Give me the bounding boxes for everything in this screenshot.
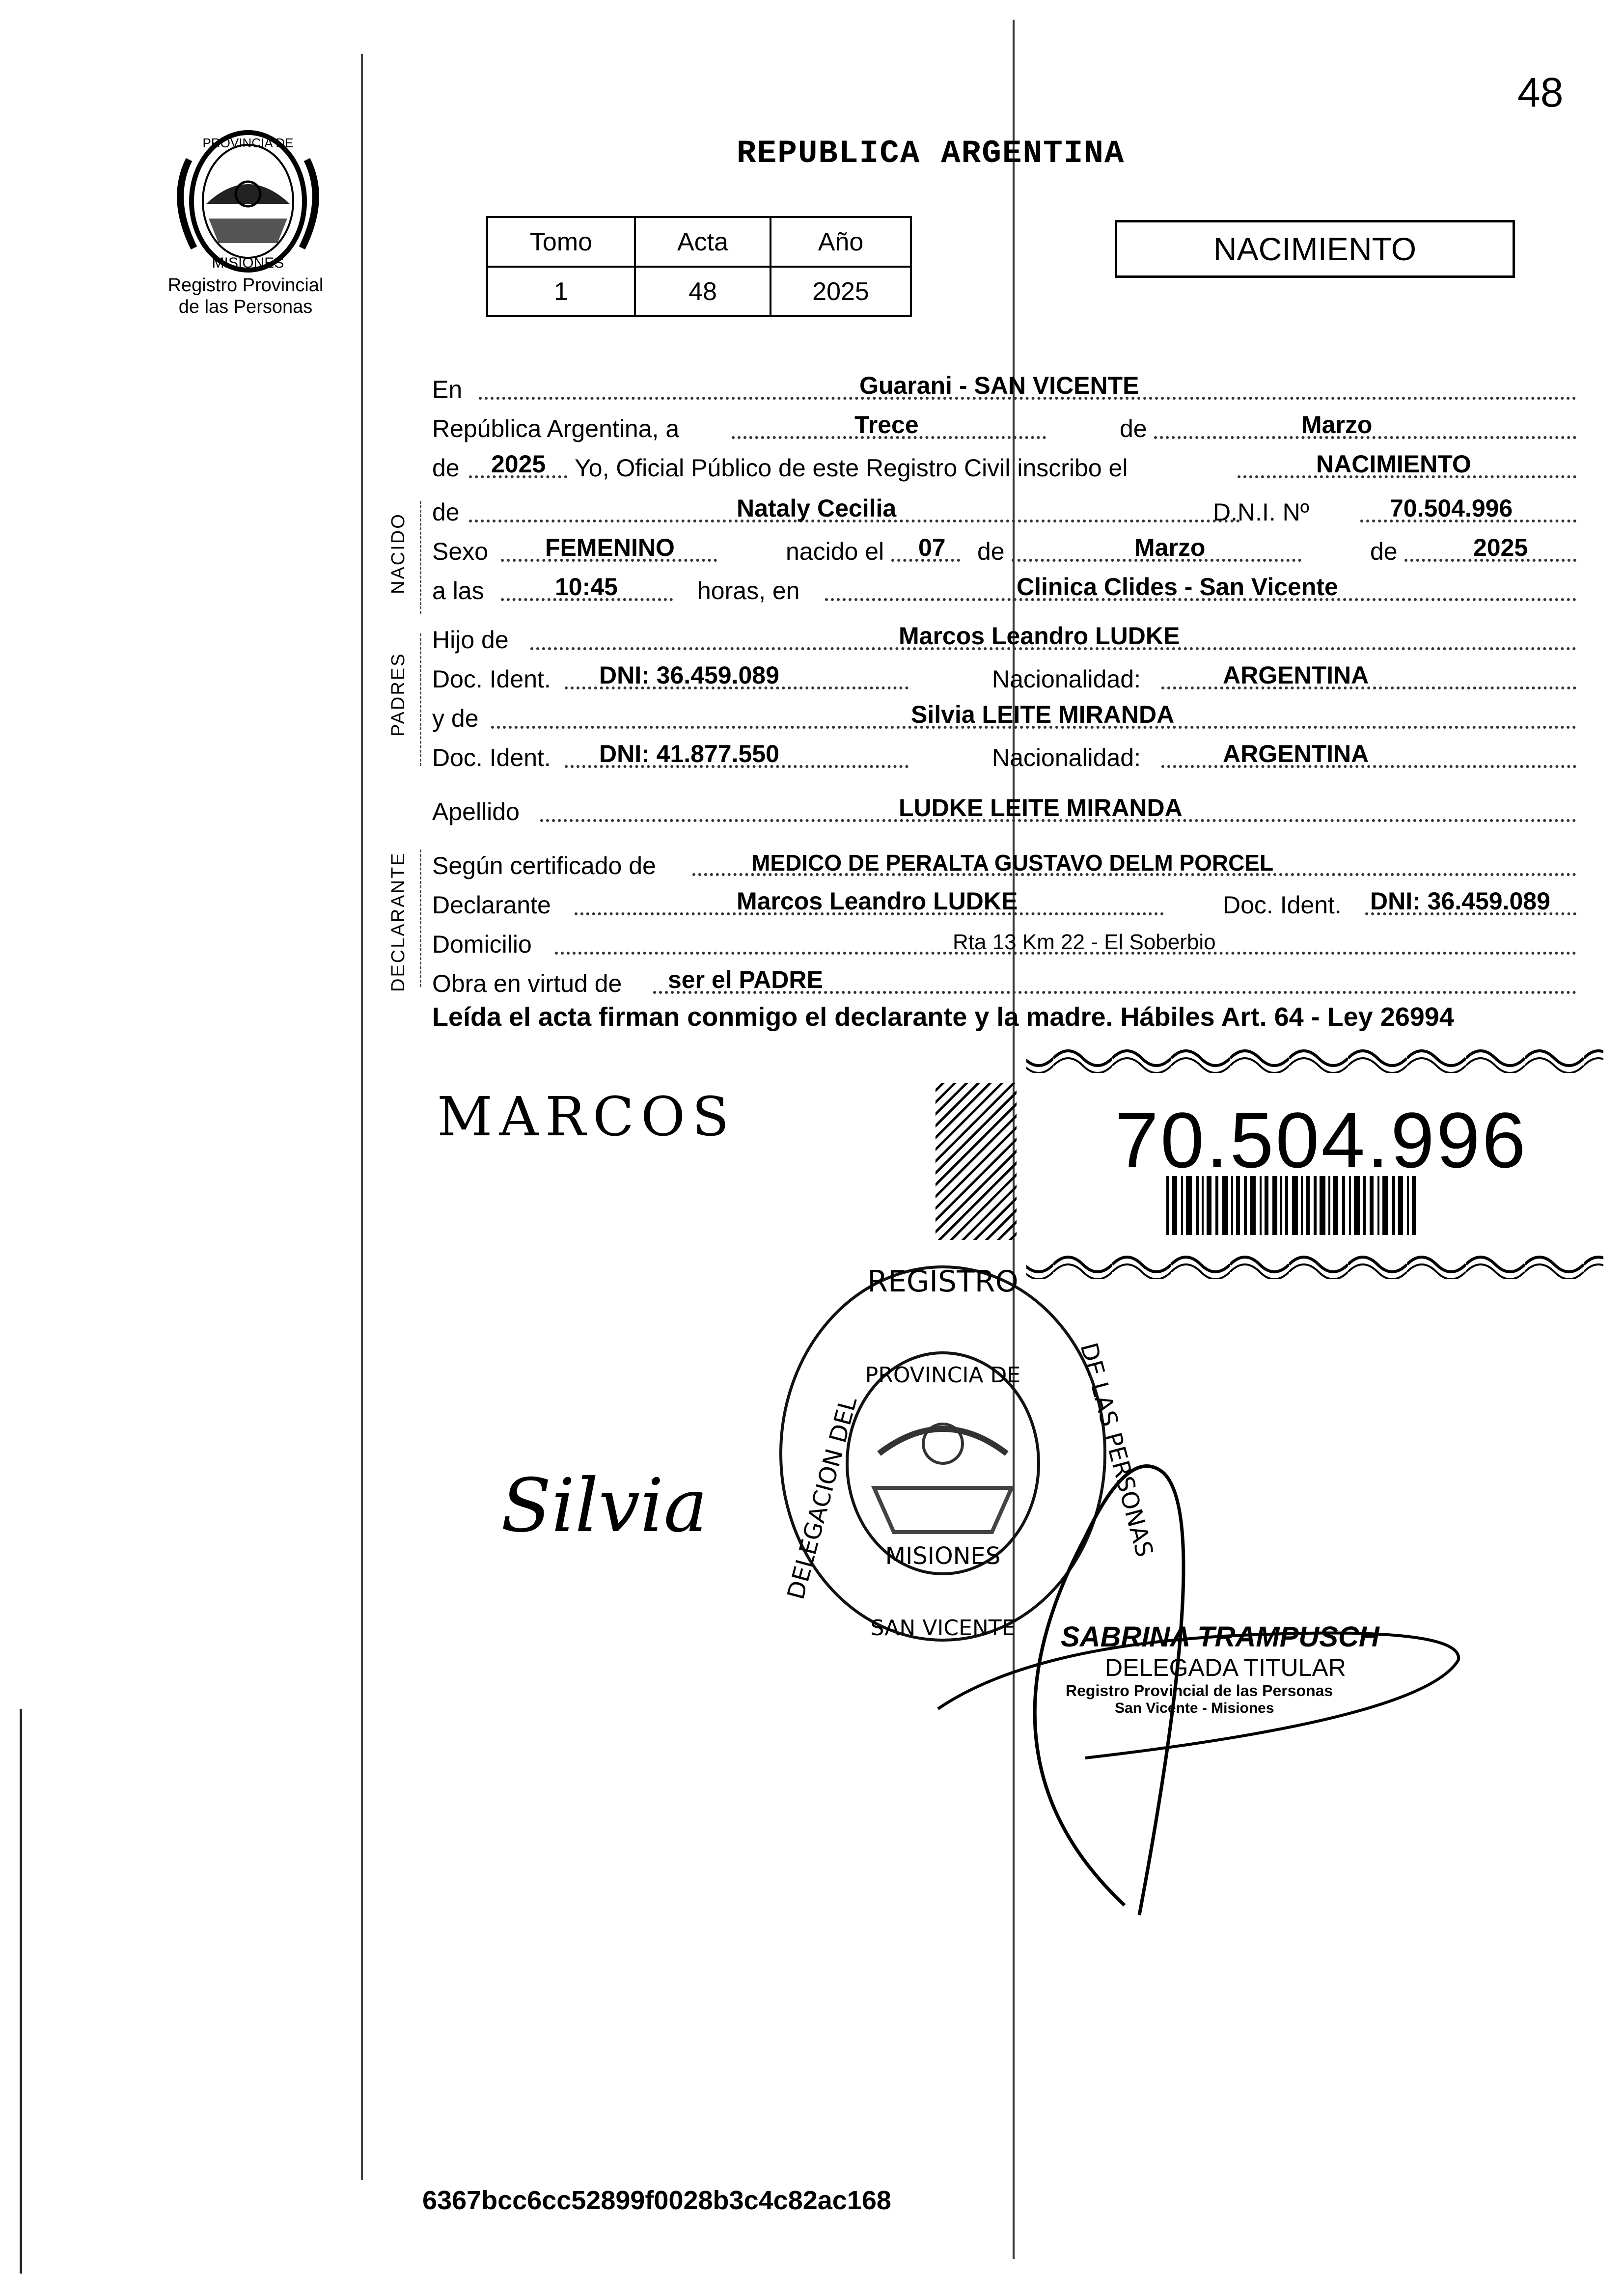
field-row-domicilio: Domicilio Rta 13 Km 22 - El Soberbio: [432, 918, 1579, 962]
official-organization: Registro Provincial de las Personas: [1066, 1682, 1333, 1700]
field-row-hora: a las 10:45 horas, en Clinica Clides - San Vicente: [432, 565, 1579, 609]
section-label-born: NACIDO: [388, 513, 409, 594]
svg-text:REGISTRO: REGISTRO: [867, 1264, 1018, 1299]
field-mother-nationality-value: ARGENTINA: [1223, 740, 1369, 768]
field-birth-day-value: 07: [918, 534, 946, 561]
section-bracket-born: [420, 501, 421, 614]
page-number: 48: [1517, 69, 1564, 115]
field-capacity-value: ser el PADRE: [668, 966, 823, 993]
field-row-obra: Obra en virtud de ser el PADRE: [432, 958, 1579, 1002]
field-sex-value: FEMENINO: [545, 534, 675, 561]
field-row-madre-doc: Doc. Ident. DNI: 41.877.550 Nacionalidad: ARGENTINA: [432, 732, 1579, 776]
field-row-inscripcion: de 2025 Yo, Oficial Público de este Registro Civil inscribo el NACIMIENTO: [432, 442, 1579, 486]
svg-text:SAN VICENTE: SAN VICENTE: [870, 1616, 1016, 1641]
section-bracket-declarant: [420, 850, 421, 987]
field-row-declarante: Declarante Marcos Leandro LUDKE Doc. Ident. DNI: 36.459.089: [432, 879, 1579, 923]
field-row-padre: Hijo de Marcos Leandro LUDKE: [432, 614, 1579, 658]
field-mother-value: Silvia LEITE MIRANDA: [911, 701, 1175, 728]
father-signature: MARCOS: [437, 1085, 736, 1148]
field-father-value: Marcos Leandro LUDKE: [899, 622, 1180, 650]
official-signature-stamp: [1061, 1620, 1404, 1717]
logo-caption: Registro Provincial de las Personas: [167, 275, 324, 317]
closing-statement: Leída el acta firman conmigo el declarante y la madre. Hábiles Art. 64 - Ley 26994: [432, 1002, 1454, 1032]
margin-line: [361, 54, 363, 2180]
field-row-certificado: Según certificado de MEDICO DE PERALTA GUSTAVO DELM PORCEL: [432, 840, 1579, 884]
official-place: San Vicente - Misiones: [1115, 1700, 1274, 1716]
svg-text:PROVINCIA DE: PROVINCIA DE: [865, 1363, 1021, 1388]
svg-text:MISIONES: MISIONES: [885, 1542, 1001, 1570]
field-row-nacido: de Nataly Cecilia D.N.I. Nº 70.504.996: [432, 486, 1579, 530]
field-declarant-doc-value: DNI: 36.459.089: [1370, 887, 1550, 915]
mother-signature: Silvia: [501, 1463, 708, 1549]
table-header-acta: Acta: [635, 217, 771, 267]
field-row-en: En Guarani - SAN VICENTE: [432, 363, 1579, 408]
field-surname-value: LUDKE LEITE MIRANDA: [899, 794, 1183, 822]
field-row-madre: y de Silvia LEITE MIRANDA: [432, 692, 1579, 737]
section-label-declarant: DECLARANTE: [388, 851, 409, 992]
field-birth-month-value: Marzo: [1134, 534, 1206, 561]
official-title: DELEGADA TITULAR: [1105, 1654, 1346, 1681]
country-title: REPUBLICA ARGENTINA: [737, 135, 1125, 172]
registry-table: [486, 216, 912, 317]
table-value-tomo: 1: [487, 267, 635, 316]
field-row-fecha: República Argentina, a Trece de Marzo: [432, 403, 1579, 447]
field-birth-year-value: 2025: [1473, 534, 1528, 561]
field-row-padre-doc: Doc. Ident. DNI: 36.459.089 Nacionalidad: ARGENTINA: [432, 653, 1579, 697]
document-hash: 6367bcc6cc52899f0028b3c4c82ac168: [422, 2186, 891, 2215]
svg-text:DE LAS PERSONAS: DE LAS PERSONAS: [1074, 1340, 1158, 1560]
misiones-coat-of-arms-icon: [160, 120, 336, 277]
field-row-sexo: Sexo FEMENINO nacido el 07 de Marzo de 2025: [432, 525, 1579, 570]
scan-edge-line: [20, 1709, 22, 2274]
field-father-nationality-value: ARGENTINA: [1223, 661, 1369, 689]
field-day-value: Trece: [854, 411, 919, 439]
section-bracket-parents: [420, 633, 421, 766]
field-time-value: 10:45: [555, 573, 618, 601]
svg-text:PROVINCIA DE: PROVINCIA DE: [202, 136, 294, 150]
table-value-anio: 2025: [771, 267, 911, 316]
field-mother-doc-value: DNI: 41.877.550: [599, 740, 779, 768]
table-header-anio: Año: [771, 217, 911, 267]
field-inscripcion-value: NACIMIENTO: [1316, 450, 1471, 478]
field-place-value: Clinica Clides - San Vicente: [1017, 573, 1338, 601]
svg-text:DELEGACION DEL: DELEGACION DEL: [782, 1394, 863, 1603]
table-header-tomo: Tomo: [487, 217, 635, 267]
field-certificate-value: MEDICO DE PERALTA GUSTAVO DELM PORCEL: [751, 850, 1274, 876]
dni-sticker-number: 70.504.996: [1115, 1096, 1528, 1184]
field-year-value: 2025: [491, 450, 546, 478]
field-dni-value: 70.504.996: [1390, 494, 1513, 522]
table-value-acta: 48: [635, 267, 771, 316]
field-name-value: Nataly Cecilia: [737, 494, 897, 522]
official-name: SABRINA TRAMPUSCH: [1061, 1621, 1379, 1653]
field-en-value: Guarani - SAN VICENTE: [859, 372, 1139, 399]
section-label-parents: PADRES: [388, 652, 409, 737]
svg-text:MISIONES: MISIONES: [212, 255, 284, 271]
field-father-doc-value: DNI: 36.459.089: [599, 661, 779, 689]
field-address-value: Rta 13 Km 22 - El Soberbio: [953, 930, 1216, 954]
document-type-box: NACIMIENTO: [1115, 220, 1515, 278]
field-row-apellido: Apellido LUDKE LEITE MIRANDA: [432, 786, 1579, 830]
field-declarant-value: Marcos Leandro LUDKE: [737, 887, 1018, 915]
field-month-value: Marzo: [1301, 411, 1373, 439]
